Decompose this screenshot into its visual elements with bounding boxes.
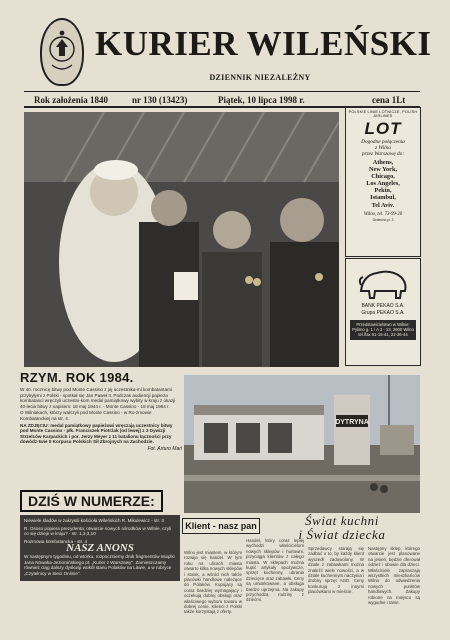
bison-icon — [346, 265, 420, 301]
issue-price: cena 1Lt — [372, 95, 406, 105]
lot-line-2: z Wilna — [375, 145, 391, 151]
lead-headline: RZYM. ROK 1984. — [20, 370, 134, 385]
klient-headline: Klient - nasz pan — [182, 518, 260, 534]
lot-city: Athens, — [372, 159, 394, 166]
bison-graphic — [357, 265, 409, 301]
crest-seal-icon — [40, 18, 84, 86]
anons-title: NASZ ANONS — [66, 542, 134, 555]
bank-group: Grupa PEKAO S.A. — [361, 310, 405, 316]
issue-item: Niewiele śladów w zakrystii kościoła Wileńskich R. Mikulewicz - str. 3 — [24, 518, 164, 523]
lot-city: Tel Aviv. — [371, 201, 395, 209]
lead-body — [20, 387, 182, 445]
lot-cities — [346, 159, 420, 209]
in-this-issue-title: DZIŚ W NUMERZE: — [20, 490, 163, 512]
lot-city: New York, — [368, 166, 398, 174]
lead-photo — [24, 112, 339, 367]
issue-number: nr 130 (13423) — [132, 95, 188, 105]
in-this-issue — [20, 490, 180, 640]
store-sign: DYTRYNA — [335, 419, 369, 426]
bank-contact: Przedstawicielstwo w Wilnie: Pylimo g. 1 / A 3 - 13, 2600 Wilno tel./fax 61-15-41, 22-36-44 — [350, 320, 416, 340]
lot-city: Chicago, — [371, 173, 395, 181]
issue-date: Piątek, 10 lipca 1998 r. — [218, 95, 305, 105]
in-this-issue-panel — [20, 515, 180, 581]
lead-paragraph: W 40. rocznicę bitwy pod Monte Cassino z jej uczestnika-mi kombatantami przybyłymi z Polski - spotkał się Jan Paweł II. Podczas audiencji papieża kombatanci wręczyli uczestni-kom medal pamiątkowy wybity w kraju z okazji 40-lecia bitwy z napisem: 18 maj 1944 r. - Monte Cassino - 18 maj 1984 r. — [20, 387, 176, 409]
lot-address: Gedimino pr. 3 — [372, 217, 394, 222]
store-photo — [184, 375, 420, 513]
lead-photo-graphic — [24, 112, 339, 367]
lead-paragraph: NA ZDJĘCIU: medal pamiątkowy papieżowi wręczają uczestnicy bitwy pod Monte Cassino - płk. Franciszek Piotrżak (od lewej) z 3 Dywizji Strzelców Karpackich i por. Jerzy Meyer z 11 batalionu łączności przy dowódz-twie II Korpusu Polskich Sił Zbrojnych na Zachodzie. — [20, 422, 173, 445]
swiat-line-2: i Świat dziecka — [298, 527, 386, 542]
column-1: Wilno jest miastem, w którym rozwija się handel. W tym roku na ulicach miasta otwarto kilka nowych sklepów i stoisk, a wśród nich także placówki handlowe należące do Polaków. Kupujący są coraz bardziej wymagający i oczekują dobrej obsługi oraz właściwego wyboru towaru w dobrej cenie. Klienci z Polski także korzystają z oferty. — [184, 550, 242, 615]
issue-item: Rozmowa kombatancka - str. 4 — [24, 538, 88, 544]
lot-city: Los Angeles, — [366, 180, 400, 188]
lead-paragraph: O Wilniakach, którzy walczyli pod Monte Cassino - w Ro-zmowie Kombatanckiej na str. 4. — [20, 410, 152, 421]
masthead-title: KURIER WILEŃSKI — [95, 24, 432, 63]
store-photo-graphic — [184, 375, 420, 513]
masthead-rule-top — [24, 91, 420, 92]
lot-logo: LOT — [364, 119, 402, 138]
founded-year: Rok założenia 1840 — [34, 95, 108, 105]
bank-advertisement — [345, 258, 421, 366]
lot-phone: Wilno, tel. 73-99-20 — [363, 211, 403, 217]
issue-item: R. Ososo popiera prezydenta; otwarcie nowych ośrodków w Wilnie, czyli co się dzieje w kraju? - str. 1,2,3,10 — [24, 525, 172, 537]
column-3: Sprzedawcy starają się zadbać o to, by każdy klient wyszedł zadowolony. W dziale z zabawkami można znaleźć wiele nowości, a w dziale kuchennym naczynia i drobny sprzęt AGD. Ceny konkurują z innymi placówkami w mieście. — [308, 546, 364, 595]
anons-text: W następnym tygodniu, od wtorku, rozpoczniemy druk fragmentów książki Jana Nowaka-Jeziorańskiego pt. „Kurier z Warszawy". Zamieszczamy również ciąg dalszy dyskusji wokół stanu Polaków na Litwie, a w rubryce „Czytelnicy w Sieci Onlinie". — [24, 553, 175, 576]
column-2: Handel, który coraz lepiej wychodzi właścicielom nowych sklepów i hurtowni, przyciąga klientów z całego miasta. W sklepach można kupić artykuły spożywcze, sprzęt kuchenny, ubrania dziecięce oraz zabawki. Ceny są umiarkowane, a obsługa bardzo uprzejma. Na zakupy przychodzą rodziny z dziećmi. — [246, 538, 304, 603]
lot-line-1: Dogodne połączenia — [361, 139, 405, 145]
column-4: Następny sklep, którego otwarcie jest planowane na jesień, będzie oferował odzież i obuwie dla dzieci. Właściciele zapraszają wszystkich mieszkańców Wilna do odwiedzenia nowych punktów handlowych. Zakupy robione na miejscu są wygodne i tanie. — [368, 546, 420, 606]
lot-city: Pekin, — [374, 187, 392, 195]
lot-line-3: przez Warszawę do: — [361, 151, 405, 157]
masthead-subtitle: DZIENNIK NIEZALEŻNY — [209, 73, 311, 82]
bank-name: BANK PEKAO S.A. — [361, 303, 405, 309]
lead-story — [20, 370, 182, 488]
lot-advertisement — [345, 107, 421, 257]
lot-top-line: POLSKIE LINIE LOTNICZE, POLISH AIRLINES — [348, 110, 418, 118]
crest-graphic — [46, 27, 78, 77]
lot-city: Istambul, — [370, 194, 396, 202]
photo-credit: Fot. Arturo Mari — [147, 445, 182, 452]
swiat-line-1: Świat kuchni — [305, 513, 379, 528]
